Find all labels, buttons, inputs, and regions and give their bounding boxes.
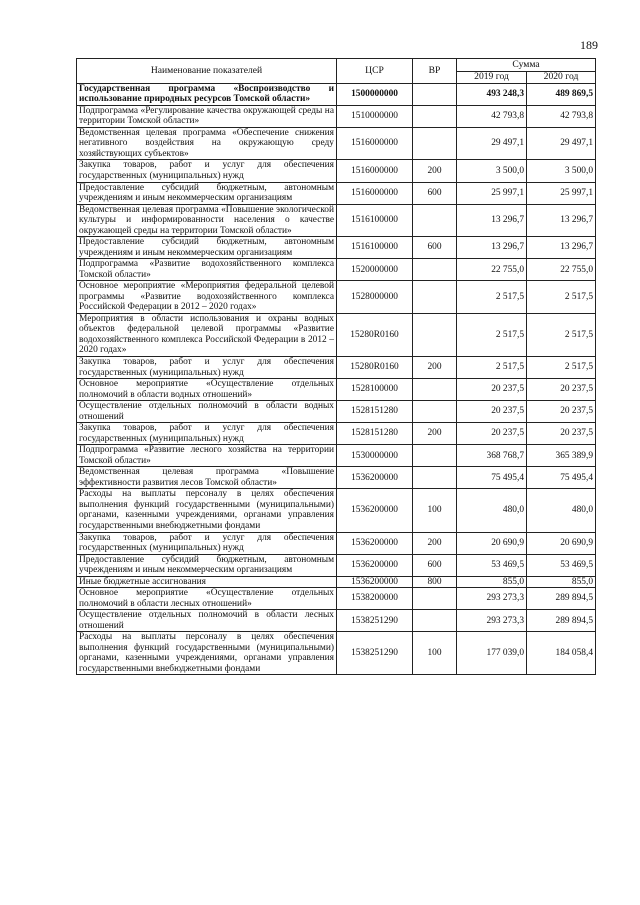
cell-code: 1516000000 bbox=[337, 182, 413, 204]
cell-name: Основное мероприятие «Осуществление отдельных полномочий в области водных отношений» bbox=[77, 379, 337, 401]
table-row bbox=[77, 576, 596, 588]
table-row bbox=[77, 259, 596, 281]
cell-code: 1520000000 bbox=[337, 259, 413, 281]
cell-vr bbox=[413, 379, 457, 401]
cell-code: 1528151280 bbox=[337, 423, 413, 445]
header-year-2020: 2020 год bbox=[527, 72, 596, 84]
cell-sum-2019: 20 690,9 bbox=[457, 532, 527, 554]
cell-sum-2019: 25 997,1 bbox=[457, 182, 527, 204]
cell-code: 1536200000 bbox=[337, 467, 413, 489]
table-row bbox=[77, 83, 596, 105]
cell-sum-2020: 13 296,7 bbox=[527, 204, 596, 237]
cell-code: 1516000000 bbox=[337, 127, 413, 160]
table-row bbox=[77, 445, 596, 467]
header-code: ЦСР bbox=[337, 59, 413, 84]
cell-name: Осуществление отдельных полномочий в области лесных отношений bbox=[77, 610, 337, 632]
table-row bbox=[77, 632, 596, 675]
cell-name: Мероприятия в области использования и охраны водных объектов федеральной целевой программы «Развитие водохозяйственного комплекса Российской Федерации в 2012 – 2020 годах» bbox=[77, 313, 337, 356]
cell-name: Основное мероприятие «Мероприятия федеральной целевой программы «Развитие водохозяйственного комплекса Российской Федерации в 2012 – 2020 годах» bbox=[77, 281, 337, 314]
cell-code: 1516000000 bbox=[337, 160, 413, 182]
cell-code: 1536200000 bbox=[337, 554, 413, 576]
cell-sum-2019: 2 517,5 bbox=[457, 313, 527, 356]
cell-sum-2020: 20 237,5 bbox=[527, 423, 596, 445]
table-row bbox=[77, 160, 596, 182]
cell-vr bbox=[413, 401, 457, 423]
cell-name: Подпрограмма «Развитие водохозяйственного комплекса Томской области» bbox=[77, 259, 337, 281]
cell-code: 15280R0160 bbox=[337, 313, 413, 356]
cell-sum-2019: 20 237,5 bbox=[457, 401, 527, 423]
cell-name: Государственная программа «Воспроизводство и использование природных ресурсов Томской области» bbox=[77, 83, 337, 105]
cell-vr: 100 bbox=[413, 489, 457, 532]
header-name: Наименование показателей bbox=[77, 59, 337, 84]
cell-sum-2020: 20 237,5 bbox=[527, 401, 596, 423]
cell-code: 1500000000 bbox=[337, 83, 413, 105]
cell-vr: 200 bbox=[413, 357, 457, 379]
cell-sum-2020: 365 389,9 bbox=[527, 445, 596, 467]
cell-sum-2020: 855,0 bbox=[527, 576, 596, 588]
cell-vr bbox=[413, 83, 457, 105]
cell-name: Осуществление отдельных полномочий в области водных отношений bbox=[77, 401, 337, 423]
cell-sum-2020: 22 755,0 bbox=[527, 259, 596, 281]
cell-name: Иные бюджетные ассигнования bbox=[77, 576, 337, 588]
page-number: 189 bbox=[580, 38, 598, 52]
cell-sum-2019: 2 517,5 bbox=[457, 357, 527, 379]
budget-table bbox=[76, 58, 596, 675]
header-vr: ВР bbox=[413, 59, 457, 84]
cell-sum-2019: 22 755,0 bbox=[457, 259, 527, 281]
cell-sum-2019: 13 296,7 bbox=[457, 204, 527, 237]
table-row bbox=[77, 313, 596, 356]
cell-name: Подпрограмма «Развитие лесного хозяйства на территории Томской области» bbox=[77, 445, 337, 467]
cell-code: 1530000000 bbox=[337, 445, 413, 467]
cell-sum-2020: 184 058,4 bbox=[527, 632, 596, 675]
cell-sum-2020: 29 497,1 bbox=[527, 127, 596, 160]
cell-code: 1516100000 bbox=[337, 204, 413, 237]
cell-code: 1528000000 bbox=[337, 281, 413, 314]
cell-sum-2020: 13 296,7 bbox=[527, 237, 596, 259]
cell-sum-2019: 177 039,0 bbox=[457, 632, 527, 675]
cell-sum-2019: 368 768,7 bbox=[457, 445, 527, 467]
cell-vr bbox=[413, 313, 457, 356]
cell-code: 1528151280 bbox=[337, 401, 413, 423]
cell-code: 1528100000 bbox=[337, 379, 413, 401]
cell-sum-2019: 75 495,4 bbox=[457, 467, 527, 489]
table-row bbox=[77, 467, 596, 489]
table-row bbox=[77, 204, 596, 237]
cell-sum-2020: 3 500,0 bbox=[527, 160, 596, 182]
table-row bbox=[77, 401, 596, 423]
cell-sum-2019: 53 469,5 bbox=[457, 554, 527, 576]
cell-sum-2020: 2 517,5 bbox=[527, 281, 596, 314]
cell-vr: 600 bbox=[413, 554, 457, 576]
table-header bbox=[77, 59, 596, 84]
table-row bbox=[77, 532, 596, 554]
table-row bbox=[77, 105, 596, 127]
cell-sum-2019: 480,0 bbox=[457, 489, 527, 532]
cell-sum-2019: 29 497,1 bbox=[457, 127, 527, 160]
cell-name: Предоставление субсидий бюджетным, автономным учреждениям и иным некоммерческим организациям bbox=[77, 237, 337, 259]
table-row bbox=[77, 554, 596, 576]
table-row bbox=[77, 423, 596, 445]
cell-code: 1510000000 bbox=[337, 105, 413, 127]
cell-sum-2019: 3 500,0 bbox=[457, 160, 527, 182]
cell-sum-2019: 20 237,5 bbox=[457, 379, 527, 401]
cell-name: Закупка товаров, работ и услуг для обеспечения государственных (муниципальных) нужд bbox=[77, 357, 337, 379]
cell-vr: 200 bbox=[413, 532, 457, 554]
cell-code: 1536200000 bbox=[337, 576, 413, 588]
cell-vr bbox=[413, 588, 457, 610]
cell-vr: 600 bbox=[413, 237, 457, 259]
cell-sum-2019: 2 517,5 bbox=[457, 281, 527, 314]
cell-sum-2020: 42 793,8 bbox=[527, 105, 596, 127]
cell-vr bbox=[413, 204, 457, 237]
cell-name: Ведомственная целевая программа «Повышение экологической культуры и информированности населения о качестве окружающей среды на территории Томской области» bbox=[77, 204, 337, 237]
cell-vr: 200 bbox=[413, 160, 457, 182]
cell-vr bbox=[413, 105, 457, 127]
cell-name: Закупка товаров, работ и услуг для обеспечения государственных (муниципальных) нужд bbox=[77, 160, 337, 182]
cell-sum-2019: 855,0 bbox=[457, 576, 527, 588]
table-row bbox=[77, 489, 596, 532]
cell-sum-2020: 53 469,5 bbox=[527, 554, 596, 576]
cell-sum-2019: 493 248,3 bbox=[457, 83, 527, 105]
cell-code: 1538200000 bbox=[337, 588, 413, 610]
cell-sum-2019: 293 273,3 bbox=[457, 588, 527, 610]
table-row bbox=[77, 357, 596, 379]
cell-code: 1538251290 bbox=[337, 610, 413, 632]
cell-sum-2019: 20 237,5 bbox=[457, 423, 527, 445]
cell-name: Предоставление субсидий бюджетным, автономным учреждениям и иным некоммерческим организациям bbox=[77, 554, 337, 576]
header-sum: Сумма bbox=[457, 59, 596, 72]
cell-name: Расходы на выплаты персоналу в целях обеспечения выполнения функций государственными (муниципальными) органами, казенными учреждениями, органами управления государственными внебюджетными фондами bbox=[77, 632, 337, 675]
table-row bbox=[77, 127, 596, 160]
cell-sum-2020: 25 997,1 bbox=[527, 182, 596, 204]
table-row bbox=[77, 379, 596, 401]
table-row bbox=[77, 182, 596, 204]
table-row bbox=[77, 281, 596, 314]
cell-vr: 200 bbox=[413, 423, 457, 445]
table-row bbox=[77, 237, 596, 259]
cell-sum-2020: 20 237,5 bbox=[527, 379, 596, 401]
cell-sum-2019: 42 793,8 bbox=[457, 105, 527, 127]
cell-name: Предоставление субсидий бюджетным, автономным учреждениям и иным некоммерческим организациям bbox=[77, 182, 337, 204]
cell-sum-2020: 20 690,9 bbox=[527, 532, 596, 554]
cell-name: Подпрограмма «Регулирование качества окружающей среды на территории Томской области» bbox=[77, 105, 337, 127]
table-row bbox=[77, 610, 596, 632]
cell-vr bbox=[413, 259, 457, 281]
cell-vr bbox=[413, 610, 457, 632]
cell-sum-2020: 2 517,5 bbox=[527, 357, 596, 379]
cell-vr bbox=[413, 445, 457, 467]
cell-sum-2020: 489 869,5 bbox=[527, 83, 596, 105]
cell-name: Расходы на выплаты персоналу в целях обеспечения выполнения функций государственными (муниципальными) органами, казенными учреждениями, органами управления государственными внебюджетными фондами bbox=[77, 489, 337, 532]
cell-name: Основное мероприятие «Осуществление отдельных полномочий в области лесных отношений» bbox=[77, 588, 337, 610]
cell-name: Закупка товаров, работ и услуг для обеспечения государственных (муниципальных) нужд bbox=[77, 423, 337, 445]
cell-sum-2020: 75 495,4 bbox=[527, 467, 596, 489]
table-row bbox=[77, 588, 596, 610]
cell-vr bbox=[413, 127, 457, 160]
cell-code: 1536200000 bbox=[337, 489, 413, 532]
table-body bbox=[77, 83, 596, 675]
cell-code: 1536200000 bbox=[337, 532, 413, 554]
cell-code: 1516100000 bbox=[337, 237, 413, 259]
cell-sum-2019: 13 296,7 bbox=[457, 237, 527, 259]
cell-code: 15280R0160 bbox=[337, 357, 413, 379]
cell-name: Закупка товаров, работ и услуг для обеспечения государственных (муниципальных) нужд bbox=[77, 532, 337, 554]
cell-vr bbox=[413, 281, 457, 314]
cell-sum-2020: 2 517,5 bbox=[527, 313, 596, 356]
cell-sum-2019: 293 273,3 bbox=[457, 610, 527, 632]
cell-vr: 600 bbox=[413, 182, 457, 204]
cell-vr bbox=[413, 467, 457, 489]
header-year-2019: 2019 год bbox=[457, 72, 527, 84]
cell-code: 1538251290 bbox=[337, 632, 413, 675]
cell-vr: 100 bbox=[413, 632, 457, 675]
cell-vr: 800 bbox=[413, 576, 457, 588]
cell-sum-2020: 289 894,5 bbox=[527, 588, 596, 610]
cell-name: Ведомственная целевая программа «Повышение эффективности развития лесов Томской области» bbox=[77, 467, 337, 489]
cell-name: Ведомственная целевая программа «Обеспечение снижения негативного воздействия на окружающую среду хозяйствующих субъектов» bbox=[77, 127, 337, 160]
cell-sum-2020: 480,0 bbox=[527, 489, 596, 532]
cell-sum-2020: 289 894,5 bbox=[527, 610, 596, 632]
